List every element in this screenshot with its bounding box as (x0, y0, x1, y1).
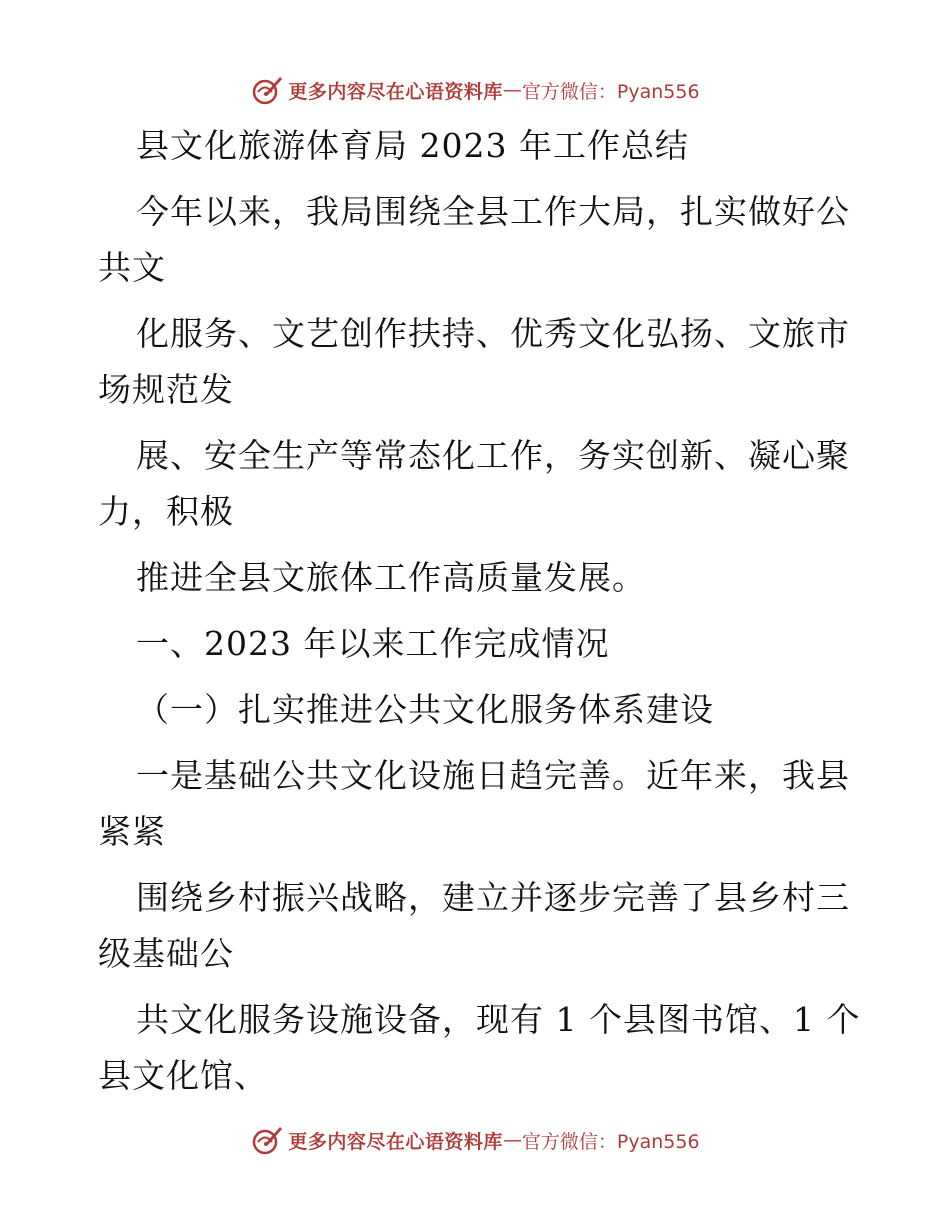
section-heading: 一、2023 年以来工作完成情况 (136, 624, 610, 663)
watermark-contact-text: 官方微信：Pyan556 (521, 1130, 700, 1153)
paragraph-line: 推进全县文旅体工作高质量发展。 (136, 558, 646, 597)
watermark-site-text: 更多内容尽在心语资料库 (288, 1130, 503, 1153)
document-title: 县文化旅游体育局 2023 年工作总结 (136, 126, 689, 165)
paragraph-line: 化服务、文艺创作扶持、优秀文化弘扬、文旅市 (136, 314, 850, 353)
watermark-separator: — (502, 79, 522, 101)
header-watermark (0, 70, 950, 110)
paragraph-line: 力，积极 (98, 492, 234, 531)
pen-logo-icon (250, 1123, 284, 1157)
watermark-site-text: 更多内容尽在心语资料库 (288, 80, 503, 103)
paragraph-line: 县文化馆、 (98, 1056, 268, 1095)
paragraph-line: 共文化服务设施设备，现有 1 个县图书馆、1 个 (136, 1000, 861, 1039)
watermark-separator: — (502, 1129, 522, 1151)
paragraph-line: 今年以来，我局围绕全县工作大局，扎实做好公 (136, 192, 850, 231)
paragraph-line: 级基础公 (98, 934, 234, 973)
document-body (98, 118, 861, 1104)
paragraph-line: 共文 (98, 248, 166, 287)
footer-watermark (0, 1120, 950, 1160)
paragraph-line: 一是基础公共文化设施日趋完善。近年来，我县 (136, 756, 850, 795)
paragraph-line: 围绕乡村振兴战略，建立并逐步完善了县乡村三 (136, 878, 850, 917)
watermark-contact-text: 官方微信：Pyan556 (521, 80, 700, 103)
subsection-heading: （一）扎实推进公共文化服务体系建设 (136, 690, 714, 729)
paragraph-line: 场规范发 (98, 370, 234, 409)
pen-logo-icon (250, 73, 284, 107)
paragraph-line: 紧紧 (98, 812, 166, 851)
paragraph-line: 展、安全生产等常态化工作，务实创新、凝心聚 (136, 436, 850, 475)
